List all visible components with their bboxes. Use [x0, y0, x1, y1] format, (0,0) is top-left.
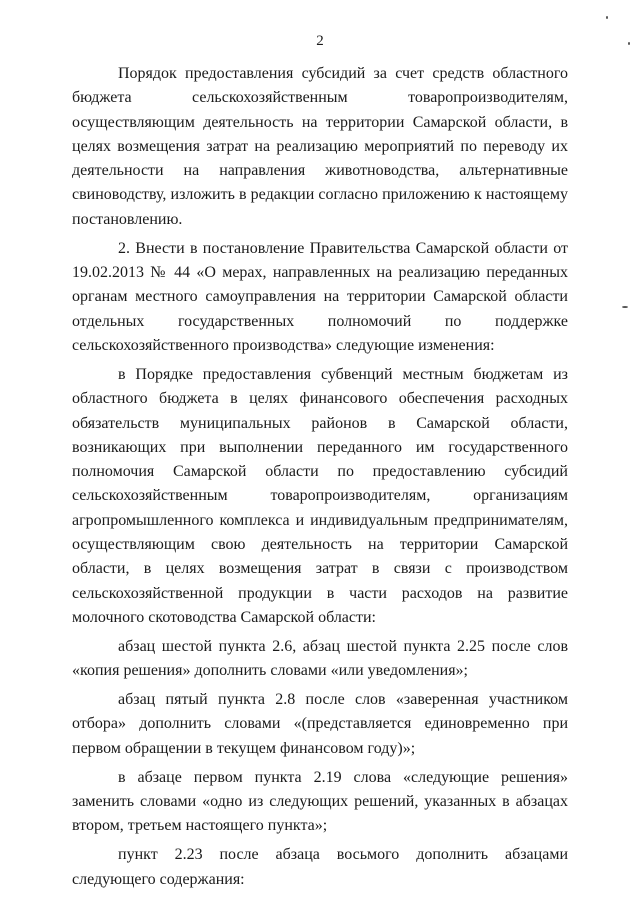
scan-speck: [622, 306, 628, 308]
paragraph-1: Порядок предоставления субсидий за счет средств областного бюджета сельскохозяйственным товаропроизводителям, осуществляющим деятельность на территории Самарской области, в целях возмещения затрат на реализацию мероприятий по переводу их деятельности на направления животноводства, альтернативные свиноводству, изложить в редакции согласно приложению к настоящему постановлению.: [72, 65, 568, 228]
paragraph-7: пункт 2.23 после абзаца восьмого дополнить абзацами следующего содержания:: [72, 846, 568, 888]
scan-speck: [628, 42, 630, 45]
paragraph-3: в Порядке предоставления субвенций местным бюджетам из областного бюджета в целях финансового обеспечения расходных обязательств муниципальных районов в Самарской области, возникающих при выполнении переданного им государственного полномочия Самарской области по предоставлению субсидий сельскохозяйственным товаропроизводителям, организациям агропромышленного комплекса и индивидуальным предпринимателям, осуществляющим свою деятельность на территории Самарской области, в целях возмещения затрат в связи с производством сельскохозяйственной продукции в части расходов на развитие молочного скотоводства Самарской области:: [72, 365, 568, 626]
scan-speck: [606, 16, 608, 19]
paragraph-6: в абзаце первом пункта 2.19 слова «следующие решения» заменить словами «одно из следующих решений, указанных в абзацах втором, третьем настоящего пункта»;: [72, 768, 568, 835]
page-number: 2: [316, 33, 324, 49]
paragraph-5: абзац пятый пункта 2.8 после слов «заверенная участником отбора» дополнить словами «(представляется единовременно при первом обращении в текущем финансовом году)»;: [72, 691, 568, 757]
paragraph-4: абзац шестой пункта 2.6, абзац шестой пункта 2.25 после слов «копия решения» дополнить словами «или уведомления»;: [72, 637, 568, 680]
document-body: [72, 62, 568, 897]
paragraph-2: 2. Внести в постановление Правительства Самарской области от 19.02.2013 № 44 «О мерах, направленных на реализацию переданных органам местного самоуправления на территории Самарской области отдельных государственных полномочий по поддержке сельскохозяйственного производства» следующие изменения:: [72, 239, 568, 354]
